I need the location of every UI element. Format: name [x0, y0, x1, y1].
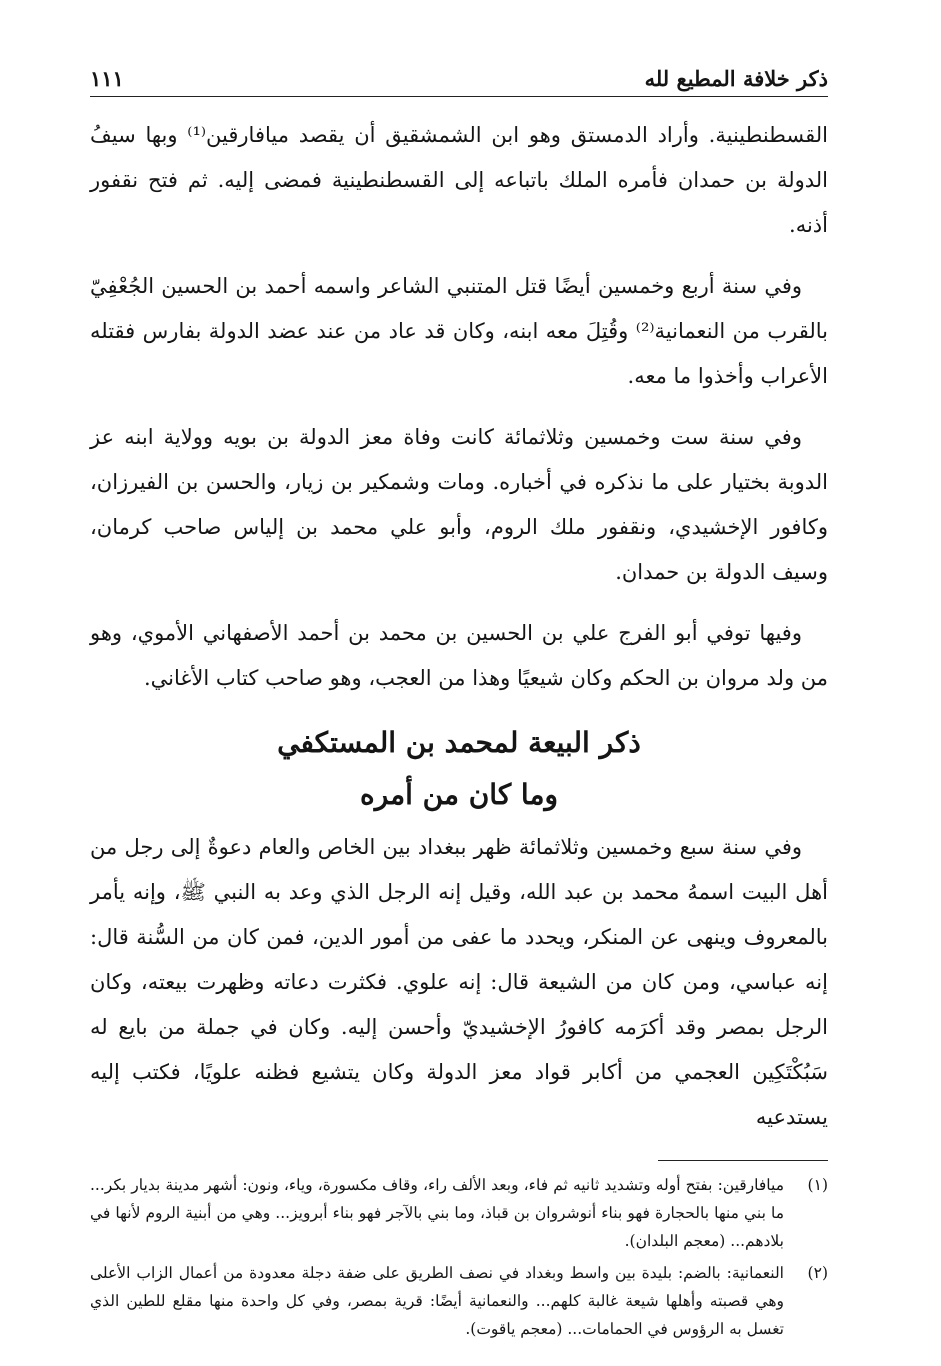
footnote-text: النعمانية: بالضم: بليدة بين واسط وبغداد في نصف الطريق على ضفة دجلة معدودة من أعمال الزاب الأعلى وهي قصبته وأهلها شيعة غالبة كلهم... والنعمانية أيضًا: قرية بمصر، وفي كل واحدة منها مقلع للطين الذي تغسل به الرؤوس في الحمامات... (معجم ياقوت). — [90, 1264, 784, 1338]
book-page — [90, 60, 828, 1347]
section-heading — [90, 717, 828, 821]
section-title-line-1: ذكر البيعة لمحمد بن المستكفي — [277, 726, 641, 759]
page-header — [90, 60, 828, 97]
paragraph-3: وفي سنة ست وخمسين وثلاثمائة كانت وفاة معز الدولة بن بويه وولاية ابنه عز الدوبة بختيار على ما نذكره في أخباره. ومات وشمكير بن زيار، والحسن بن الفيرزان، وكافور الإخشيدي، ونقفور ملك الروم، وأبو علي محمد بن إلياس صاحب كرمان، وسيف الدولة بن حمدان. — [90, 425, 828, 584]
paragraph-1: القسطنطينية. وأراد الدمستق وهو ابن الشمشقيق أن يقصد ميافارقين⁽¹⁾ وبها سيفُ الدولة بن حمدان فأمره الملك باتباعه إلى القسطنطينية فمضى إليه. ثم فتح نقفور أذنه. — [90, 123, 828, 237]
section-title-line-2: وما كان من أمره — [360, 778, 558, 811]
page-number: ١١١ — [90, 66, 124, 91]
footnote-2 — [90, 1259, 828, 1343]
footnotes — [90, 1171, 828, 1343]
running-title: ذكر خلافة المطيع لله — [644, 66, 828, 91]
section-paragraph: وفي سنة سبع وخمسين وثلاثمائة ظهر ببغداد بين الخاص والعام دعوةٌ إلى رجل من أهل البيت اسمهُ محمد بن عبد الله، وقيل إنه الرجل الذي وعد به النبي ﷺ، وإنه يأمر بالمعروف وينهى عن المنكر، ويحدد ما عفى من أمور الدين، فمن كان من السُّنة قال: إنه عباسي، ومن كان من الشيعة قال: إنه علوي. فكثرت دعاته وظهرت بيعته، وكان الرجل بمصر وقد أكرَمه كافورُ الإخشيديّ وأحسن إليه. وكان في جملة من بايع له سَبُكْتَكِين العجمي من أكابر قواد معز الدولة وكان يتشيع فظنه علويًا، فكتب إليه يستدعيه — [90, 835, 828, 1129]
footnote-1 — [90, 1171, 828, 1255]
footnote-divider — [658, 1160, 828, 1161]
main-text — [90, 113, 828, 1140]
paragraph-4: وفيها توفي أبو الفرج علي بن الحسين بن محمد بن أحمد الأصفهاني الأموي، وهو من ولد مروان بن الحكم وكان شيعيًا وهذا من العجب، وهو صاحب كتاب الأغاني. — [90, 621, 828, 690]
footnote-text: ميافارقين: بفتح أوله وتشديد ثانيه ثم فاء، وبعد الألف راء، وقاف مكسورة، وياء، ونون: أشهر مدينة بديار بكر... ما بني منها بالحجارة فهو بناء أنوشروان بن قباذ، وما بني بالآجر فهو بناء أبرويز... وهي من أبنية الروم لأنها في بلادهم... (معجم البلدان). — [90, 1176, 784, 1250]
paragraph-2: وفي سنة أربع وخمسين أيضًا قتل المتنبي الشاعر واسمه أحمد بن الحسين الجُعْفِيّ بالقرب من النعمانية⁽²⁾ وقُتِلَ معه ابنه، وكان قد عاد من عند عضد الدولة بفارس فقتله الأعراب وأخذوا ما معه. — [90, 274, 828, 388]
footnote-number: (١) — [807, 1176, 828, 1194]
footnote-number: (٢) — [807, 1264, 828, 1282]
